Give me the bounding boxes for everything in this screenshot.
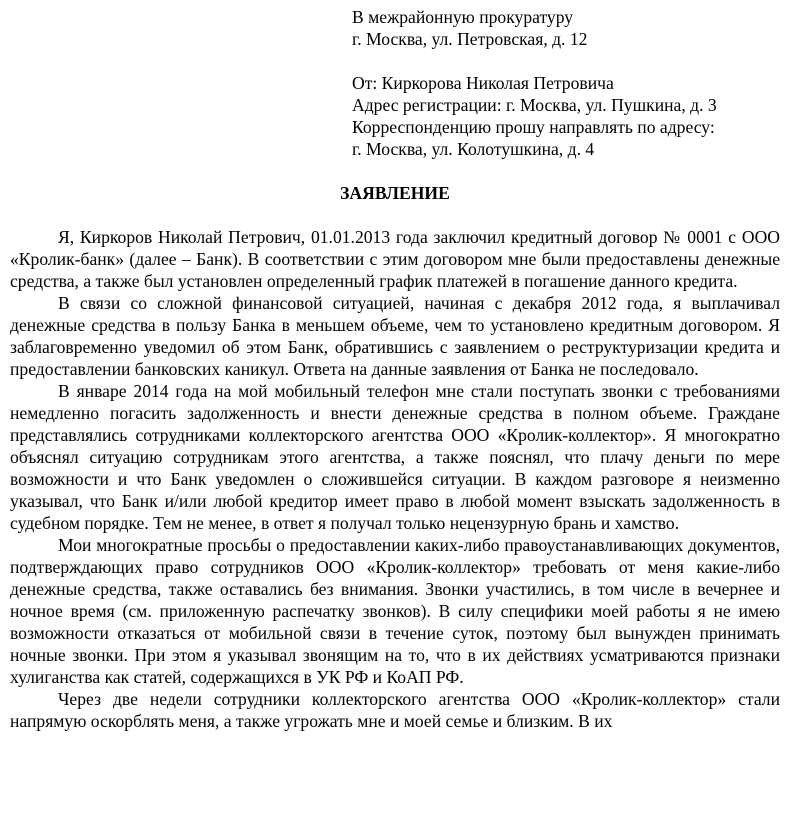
statement-body: [10, 226, 780, 732]
registration-address: Адрес регистрации: г. Москва, ул. Пушкина, д. 3: [352, 95, 717, 115]
spacer: [352, 50, 717, 72]
paragraph: В январе 2014 года на мой мобильный телефон мне стали поступать звонки с требованиями немедленно погасить задолженность и внести денежные средства в полном объеме. Граждане представлялись сотрудниками коллекторского агентства ООО «Кролик-коллектор». Я многократно объяснял ситуацию сотрудникам этого агентства, а также пояснял, что плачу деньги по мере возможности и что Банк уведомлен о сложившейся ситуации. В каждом разговоре я неизменно указывал, что Банк и/или любой кредитор имеет право в любой момент взыскать задолженность в судебном порядке. Тем не менее, в ответ я получал только нецензурную брань и хамство.: [10, 381, 780, 533]
document-title: ЗАЯВЛЕНИЕ: [340, 183, 450, 203]
paragraph: Я, Киркоров Николай Петрович, 01.01.2013 года заключил кредитный договор № 0001 с ООО «Кролик-банк» (далее – Банк). В соответствии с этим договором мне были предоставлены денежные средства, а также был установлен определенный график платежей в погашение данного кредита.: [10, 227, 780, 291]
paragraph: Через две недели сотрудники коллекторского агентства ООО «Кролик-коллектор» стали напрямую оскорблять меня, а также угрожать мне и моей семье и близким. В их: [10, 689, 780, 731]
paragraph: В связи со сложной финансовой ситуацией, начиная с декабря 2012 года, я выплачивал денежные средства в пользу Банка в меньшем объеме, чем то установлено кредитным договором. Я заблаговременно уведомил об этом Банк, обратившись с заявлением о реструктуризации кредита и предоставлении банковских каникул. Ответа на данные заявления от Банка не последовало.: [10, 293, 780, 379]
sender-line: От: Киркорова Николая Петровича: [352, 73, 614, 93]
addressee-block: [352, 6, 717, 160]
correspondence-address: г. Москва, ул. Колотушкина, д. 4: [352, 139, 595, 159]
recipient-address: г. Москва, ул. Петровская, д. 12: [352, 29, 588, 49]
recipient-line: В межрайонную прокуратуру: [352, 7, 574, 27]
paragraph: Мои многократные просьбы о предоставлении каких-либо правоустанавливающих документов, подтверждающих право сотрудников ООО «Кролик-коллектор» требовать от меня какие-либо денежные средства, также оставались без внимания. Звонки участились, в том числе в вечернее и ночное время (см. приложенную распечатку звонков). В силу специфики моей работы я не имею возможности отказаться от мобильной связи в течение суток, поэтому был вынужден принимать ночные звонки. При этом я указывал звонящим на то, что в их действиях усматриваются признаки хулиганства как статей, содержащихся в УК РФ и КоАП РФ.: [10, 535, 780, 687]
correspondence-label: Корреспонденцию прошу направлять по адресу:: [352, 117, 715, 137]
